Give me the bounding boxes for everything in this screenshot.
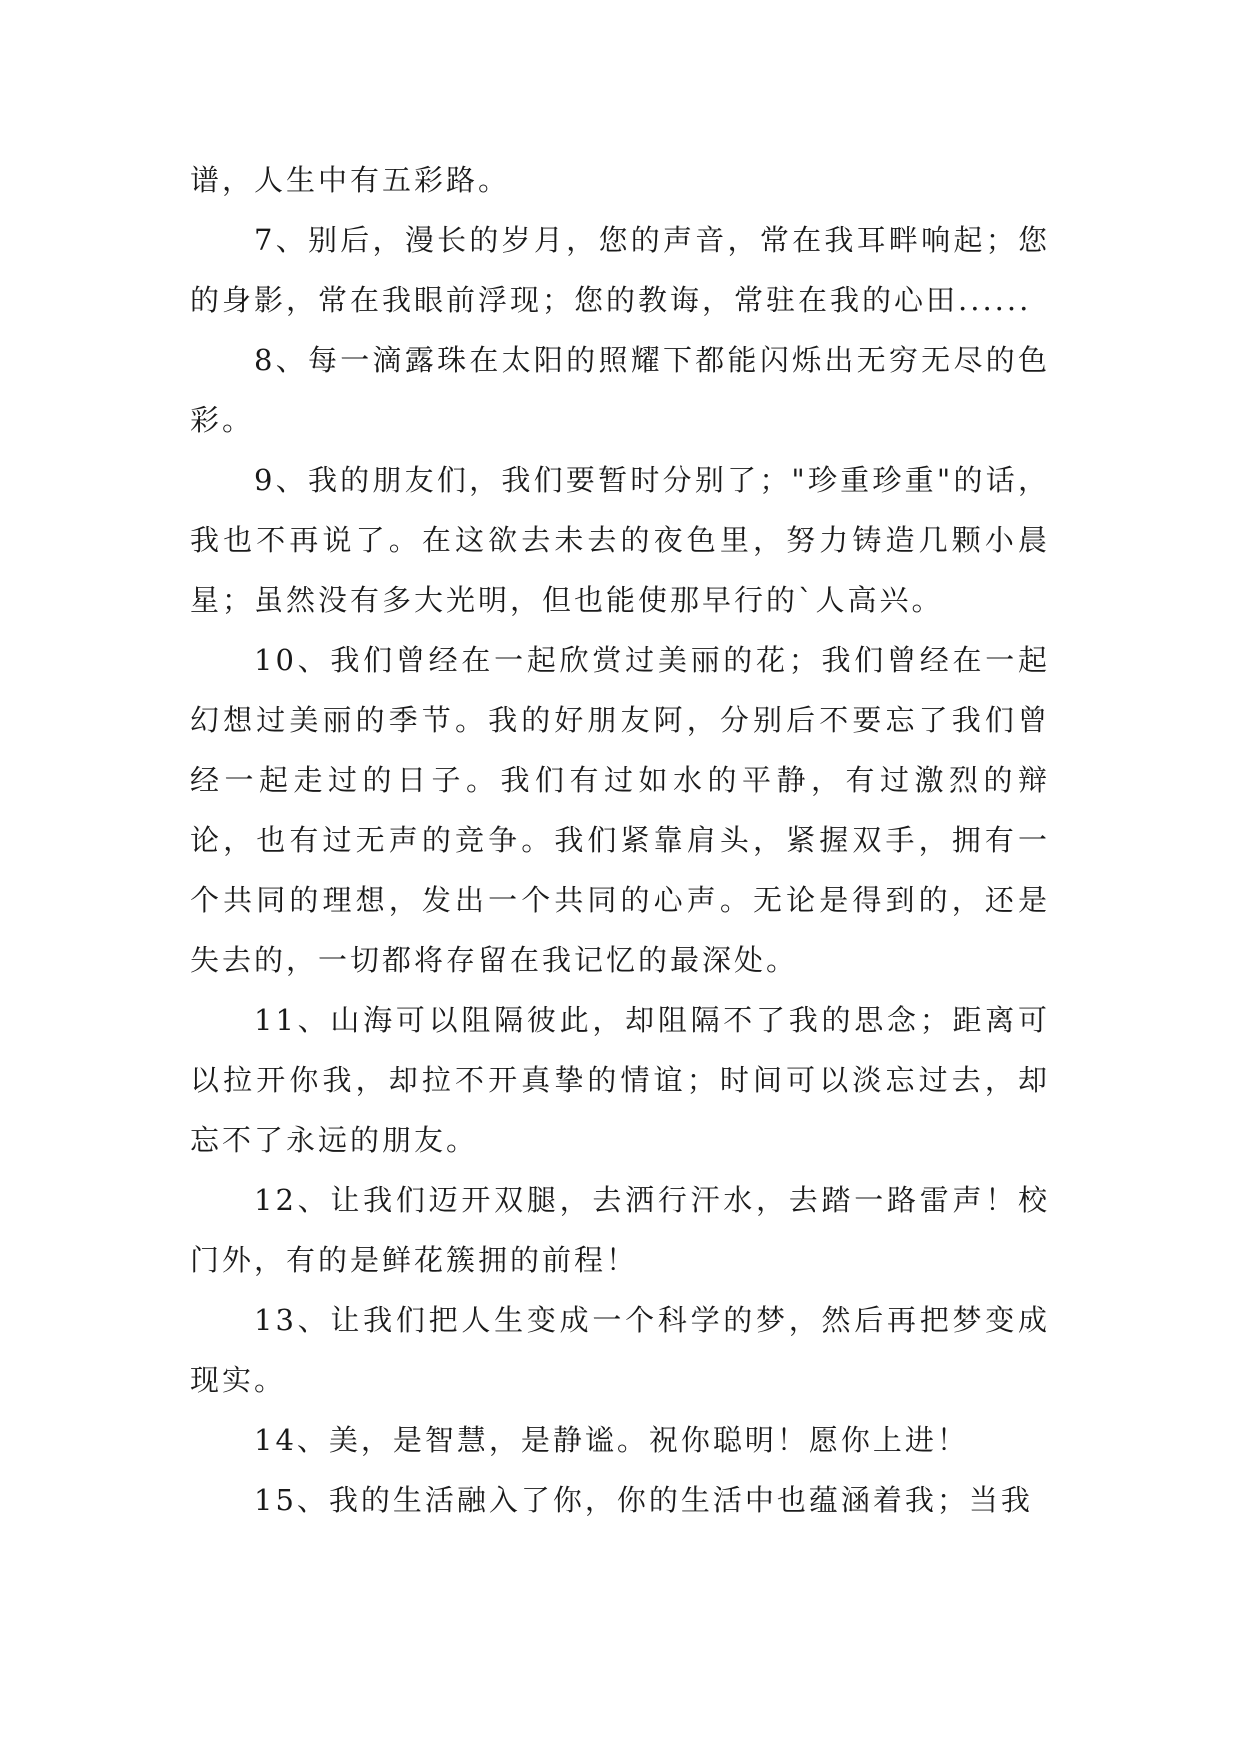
paragraph-item-14: 14、美，是智慧，是静谧。祝你聪明！愿你上进！ bbox=[254, 1423, 969, 1457]
document-body bbox=[190, 150, 1050, 1530]
paragraph-item-11: 11、山海可以阻隔彼此，却阻隔不了我的思念；距离可以拉开你我，却拉不开真挚的情谊；时间可以淡忘过去，却忘不了永远的朋友。 bbox=[190, 1003, 1050, 1157]
paragraph-item-12: 12、让我们迈开双腿，去洒行汗水，去踏一路雷声！校门外，有的是鲜花簇拥的前程！ bbox=[190, 1183, 1050, 1277]
paragraph-item-13: 13、让我们把人生变成一个科学的梦，然后再把梦变成现实。 bbox=[190, 1303, 1050, 1397]
paragraph-item-9: 9、我的朋友们，我们要暂时分别了；"珍重珍重"的话，我也不再说了。在这欲去未去的夜色里，努力铸造几颗小晨星；虽然没有多大光明，但也能使那早行的`人高兴。 bbox=[190, 463, 1050, 617]
paragraph-item-8: 8、每一滴露珠在太阳的照耀下都能闪烁出无穷无尽的色彩。 bbox=[190, 343, 1050, 437]
paragraph-item-10: 10、我们曾经在一起欣赏过美丽的花；我们曾经在一起幻想过美丽的季节。我的好朋友阿，分别后不要忘了我们曾经一起走过的日子。我们有过如水的平静，有过激烈的辩论，也有过无声的竞争。我们紧靠肩头，紧握双手，拥有一个共同的理想，发出一个共同的心声。无论是得到的，还是失去的，一切都将存留在我记忆的最深处。 bbox=[190, 643, 1050, 977]
paragraph-item-7: 7、别后，漫长的岁月，您的声音，常在我耳畔响起；您的身影，常在我眼前浮现；您的教诲，常驻在我的心田...... bbox=[190, 223, 1050, 317]
paragraph-item-15: 15、我的生活融入了你，你的生活中也蕴涵着我；当我 bbox=[254, 1483, 1033, 1517]
paragraph-continuation: 谱，人生中有五彩路。 bbox=[190, 163, 511, 197]
